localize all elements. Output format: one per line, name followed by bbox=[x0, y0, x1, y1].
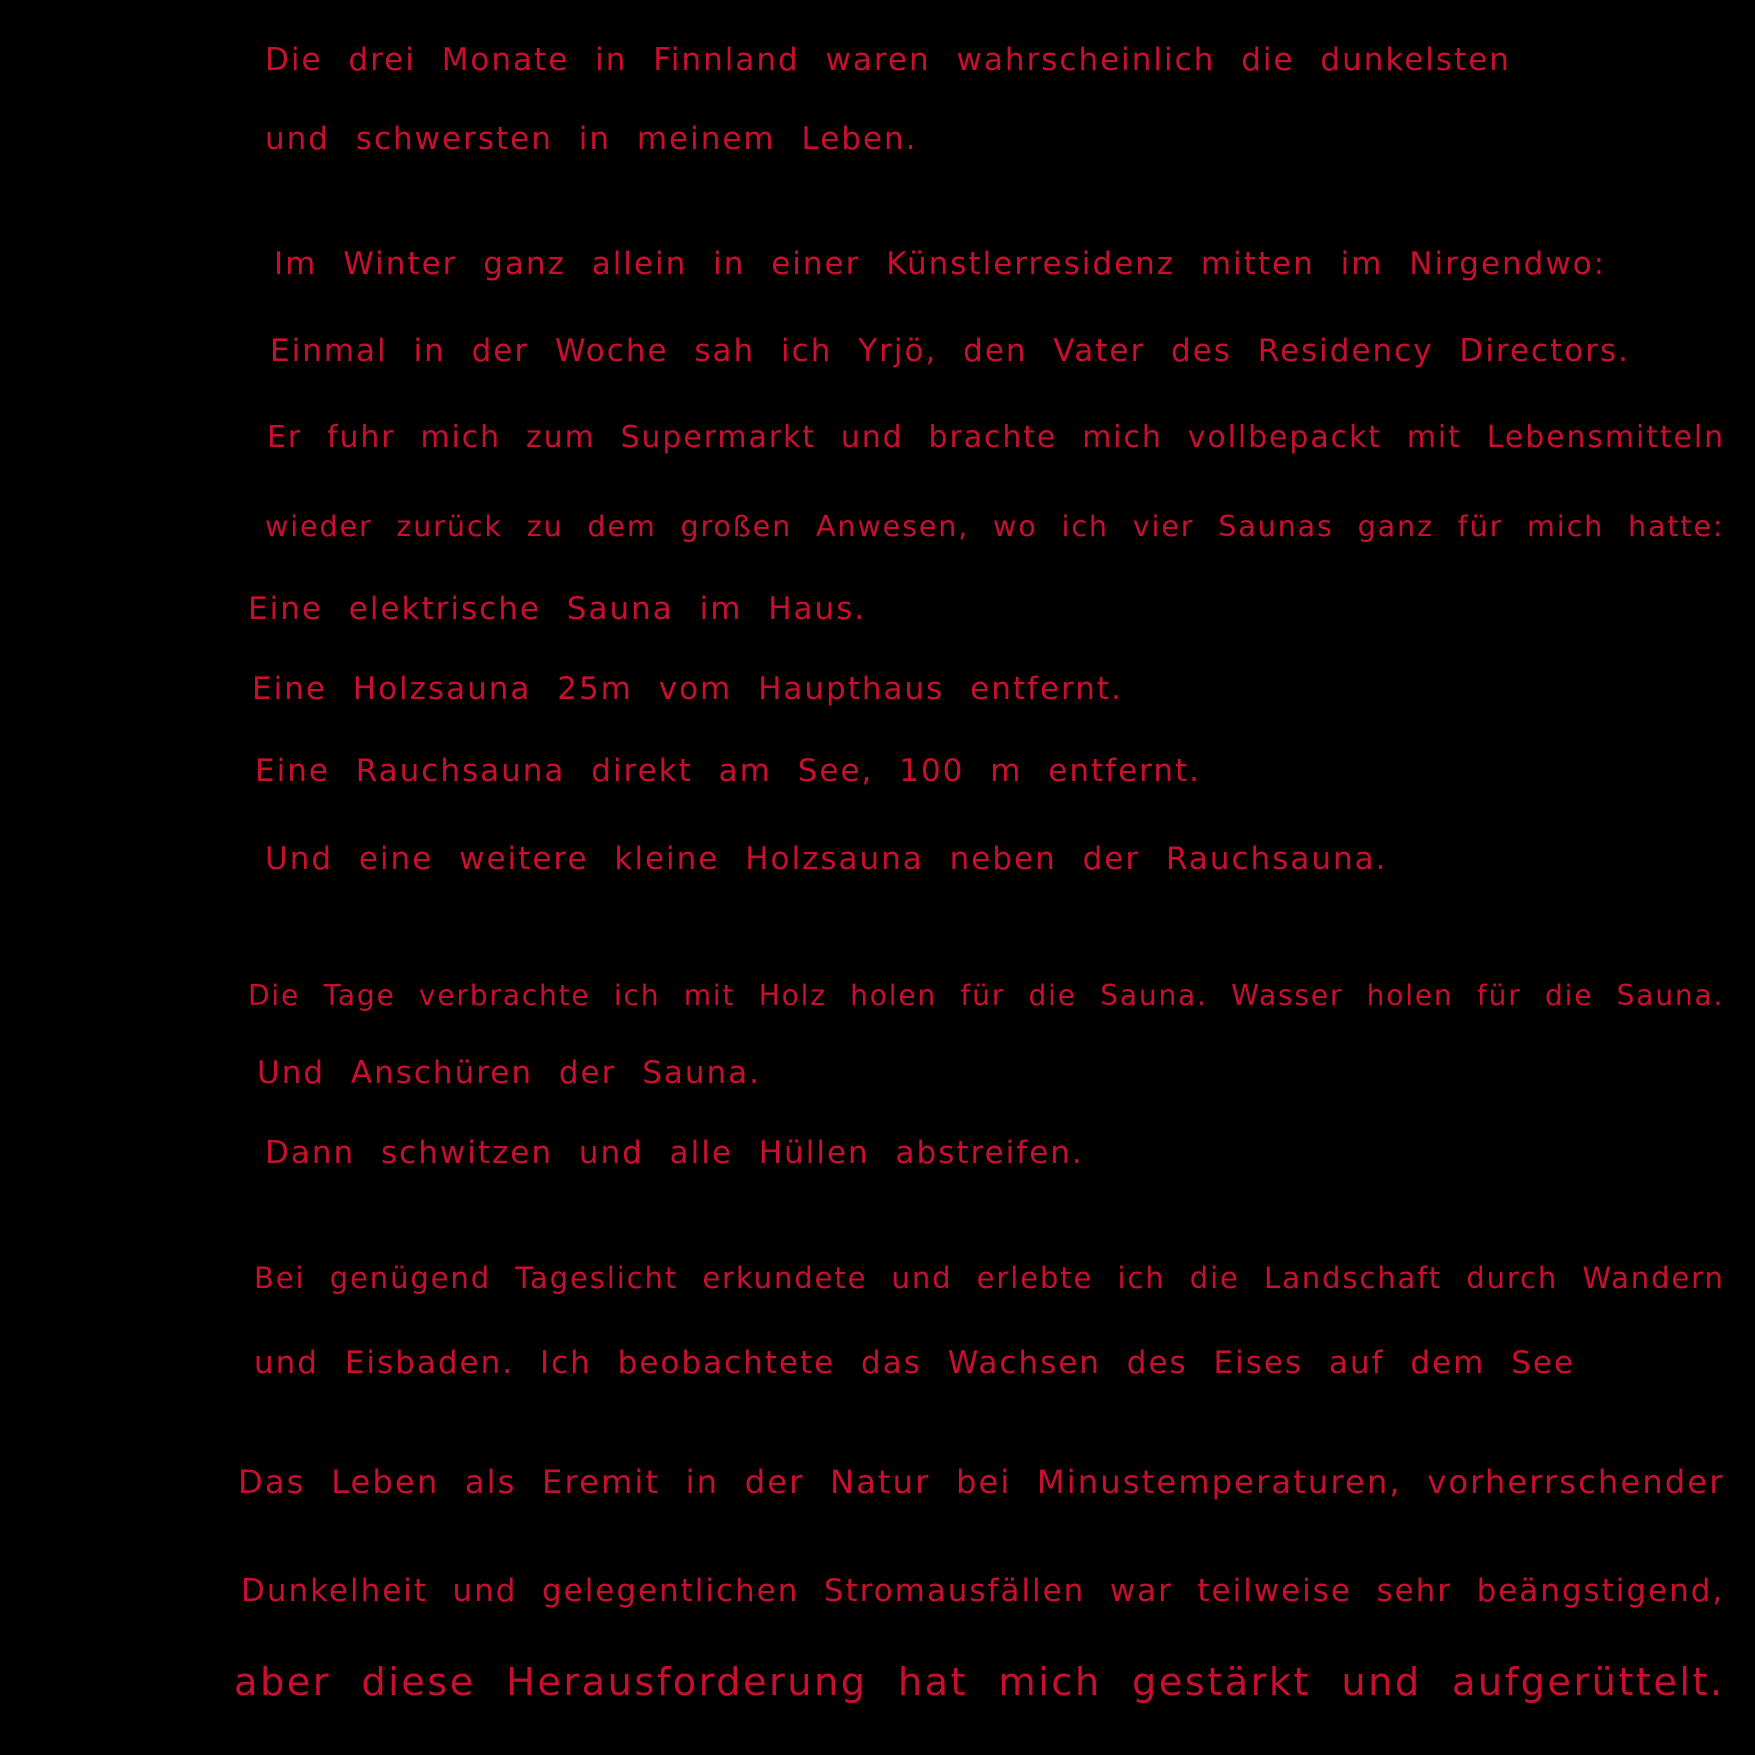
text-line-p3-1: Die Tage verbrachte ich mit Holz holen für die Sauna. Wasser holen für die Sauna. bbox=[248, 979, 1725, 1012]
text-line-p3-3: Dann schwitzen und alle Hüllen abstreifen. bbox=[265, 1135, 1084, 1171]
text-line-p5-3: aber diese Herausforderung hat mich gestärkt und aufgerüttelt. bbox=[234, 1660, 1725, 1705]
text-line-p1-1: Die drei Monate in Finnland waren wahrscheinlich die dunkelsten bbox=[265, 42, 1511, 78]
text-line-p4-2: und Eisbaden. Ich beobachtete das Wachsen des Eises auf dem See bbox=[254, 1345, 1576, 1381]
text-line-p2-8: Und eine weitere kleine Holzsauna neben der Rauchsauna. bbox=[265, 841, 1388, 877]
text-line-p2-3: Er fuhr mich zum Supermarkt und brachte mich vollbepackt mit Lebensmitteln bbox=[267, 420, 1726, 455]
text-line-p4-1: Bei genügend Tageslicht erkundete und erlebte ich die Landschaft durch Wandern bbox=[254, 1261, 1725, 1295]
text-line-p3-2: Und Anschüren der Sauna. bbox=[257, 1055, 762, 1091]
text-line-p2-5: Eine elektrische Sauna im Haus. bbox=[248, 591, 867, 627]
text-line-p5-1: Das Leben als Eremit in der Natur bei Minustemperaturen, vorherrschender bbox=[238, 1463, 1725, 1501]
text-line-p1-2: und schwersten in meinem Leben. bbox=[265, 121, 918, 157]
text-line-p2-6: Eine Holzsauna 25m vom Haupthaus entfernt. bbox=[252, 671, 1123, 707]
text-line-p5-2: Dunkelheit und gelegentlichen Stromausfällen war teilweise sehr beängstigend, bbox=[241, 1573, 1725, 1609]
text-line-p2-4: wieder zurück zu dem großen Anwesen, wo ich vier Saunas ganz für mich hatte: bbox=[265, 509, 1725, 543]
text-line-p2-1: Im Winter ganz allein in einer Künstlerresidenz mitten im Nirgendwo: bbox=[274, 246, 1607, 282]
text-line-p2-7: Eine Rauchsauna direkt am See, 100 m entfernt. bbox=[255, 753, 1202, 789]
text-line-p2-2: Einmal in der Woche sah ich Yrjö, den Vater des Residency Directors. bbox=[270, 333, 1630, 369]
